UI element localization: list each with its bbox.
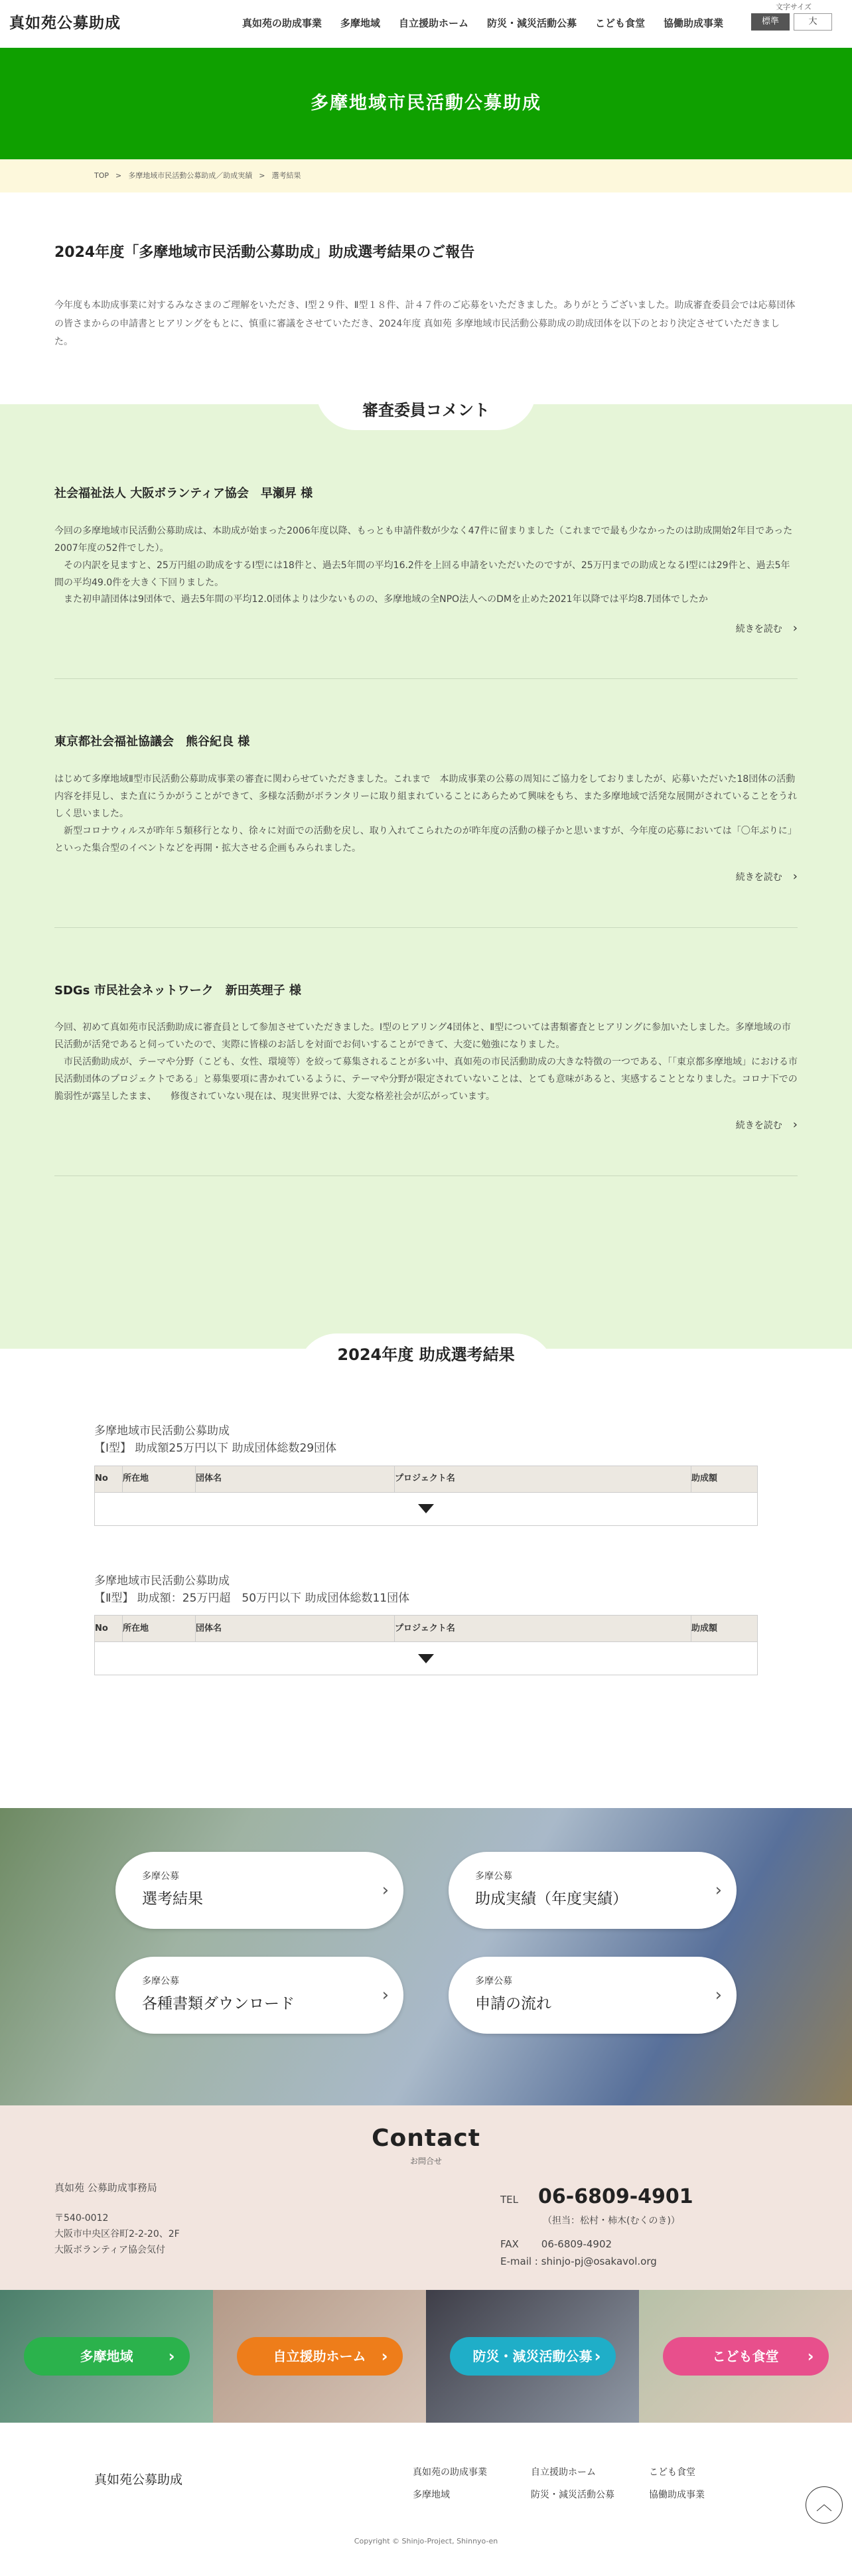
global-nav <box>242 15 723 33</box>
comment-text: はじめて多摩地域Ⅱ型市民活動公募助成事業の審査に関わらせていただきました。これまで 本助成事業の公募の周知にご協力をしておりましたが、応募いただいた18団体の活動内容を拝見し、また直にうかがうことができて、多様な活動がボランタリーに取り組まれていることにあらためて興味をもち、また多摩地域で活発な展開がされていることをうれしく思いました。 新型コロナウィルスが昨年５類移行となり、徐々に対面での活動を戻し、取り入れてこられたのが昨年度の活動の様子かと思いますが、今年度の応募においては「〇年ぶりに」といった集合型のイベントなどを再開・拡大させる企画もみられました。 <box>54 774 798 854</box>
contact-address2: 大阪ボランティア協会気付 <box>54 2245 165 2256</box>
card-category: 多摩公募 <box>475 1976 512 1987</box>
report-body: 今年度も本助成事業に対するみなさまのご理解をいただき、Ⅰ型２９件、Ⅱ型１８件、計４７件のご応募をいただきました。ありがとうございました。助成審査委員会では応募団体の皆さまからの申請書とヒアリングをもとに、慎重に審議をさせていただき、2024年度 真如苑 多摩地域市民活動公募助成の助成団体を以下のとおり決定させていただきました。 <box>54 300 796 347</box>
chevron-up-icon: ︿ <box>816 2495 832 2514</box>
page-title: 多摩地域市民活動公募助成 <box>311 93 541 114</box>
col-location: 所在地 <box>123 1616 196 1642</box>
contact-address1: 大阪市中央区谷町2-2-20、2F <box>54 2229 180 2240</box>
comment-author: 社会福祉法人 大阪ボランティア協会 早瀬昇 様 <box>54 487 313 501</box>
card-category: 多摩公募 <box>142 1871 179 1882</box>
comment-item <box>54 981 798 1176</box>
footer-link[interactable]: 協働助成事業 <box>649 2490 705 2501</box>
contact-postal: 〒540-0012 <box>54 2213 109 2224</box>
breadcrumb-sep: > <box>115 171 122 180</box>
table-caption-line2: 【Ⅰ型】 助成額25万円以下 助成団体総数29団体 <box>94 1442 337 1456</box>
nav-item-josei[interactable]: 真如苑の助成事業 <box>242 17 322 30</box>
report-section <box>0 192 852 351</box>
link-card-flow[interactable] <box>449 1957 737 2034</box>
nav-item-bousai[interactable]: 防災・減災活動公募 <box>486 17 577 30</box>
col-no: No <box>95 1616 123 1642</box>
comment-author: 東京都社会福祉協議会 熊谷紀良 様 <box>54 735 250 749</box>
col-project: プロジェクト名 <box>395 1616 691 1642</box>
results-table-type2 <box>94 1572 758 1676</box>
area-banner-tama <box>0 2290 213 2423</box>
contact-section <box>0 2105 852 2290</box>
area-button-kodomo[interactable]: こども食堂 › <box>663 2337 829 2376</box>
nav-item-tama[interactable]: 多摩地域 <box>340 17 380 30</box>
results-table-type1 <box>94 1422 758 1526</box>
font-size-label: 文字サイズ <box>775 3 812 11</box>
contact-title: Contact <box>372 2125 480 2153</box>
table-caption-line1: 多摩地域市民活動公募助成 <box>94 1574 230 1588</box>
nav-item-kyodo[interactable]: 協働助成事業 <box>663 17 723 30</box>
nav-item-jiritsu[interactable]: 自立援助ホーム <box>398 17 468 30</box>
copyright: Copyright © Shinjo-Project, Shinnyo-en <box>354 2536 498 2545</box>
breadcrumb-top[interactable]: TOP <box>94 171 109 180</box>
tama-links-panel <box>0 1808 852 2105</box>
email-label: E-mail : <box>500 2255 538 2267</box>
breadcrumb-sep: > <box>259 171 265 180</box>
font-size-standard-button[interactable]: 標準 <box>751 13 790 31</box>
card-title: 選考結果 <box>142 1890 203 1908</box>
col-location: 所在地 <box>123 1466 196 1492</box>
comment-item <box>54 484 798 679</box>
card-category: 多摩公募 <box>142 1976 179 1987</box>
footer-link[interactable]: こども食堂 <box>649 2467 695 2478</box>
fax-number: 06-6809-4902 <box>541 2238 612 2251</box>
report-title: 2024年度「多摩地域市民活動公募助成」助成選考結果のご報告 <box>54 244 475 261</box>
col-amount: 助成額 <box>691 1466 758 1492</box>
card-title: 申請の流れ <box>475 1995 551 2013</box>
breadcrumb-current: 選考結果 <box>271 171 301 180</box>
card-title: 助成実績（年度実績） <box>475 1890 628 1908</box>
contact-subtitle: お問合せ <box>409 2157 442 2166</box>
page-hero <box>0 48 852 159</box>
comment-text: 今回の多摩地域市民活動公募助成は、本助成が始まった2006年度以降、もっとも申請件数が少なく47件に留まりました（これまでで最も少なかったのは助成開始2年目であった2007年度の52件でした）。 その内訳を見ますと、25万円組の助成をするⅠ型には18件と、過去5年間の平均16.2件を上回る申請をいただいたのですが、25万円までの助成となるⅠ型には29件と、過去5年間の平均49.0件を大きく下回りました。 また初申請団体は9団体で、過去5年間の平均12.0団体よりは少ないものの、多摩地域の全NPO法人へのDMを止めた2021年以降では平均8.7団体でしたか <box>54 525 793 605</box>
area-button-bousai[interactable]: 防災・減災活動公募 › <box>450 2337 616 2376</box>
col-amount: 助成額 <box>691 1616 758 1642</box>
footer-links <box>413 2465 767 2504</box>
expand-triangle-icon <box>418 1654 434 1663</box>
comment-item <box>54 732 798 927</box>
area-button-jiritsu[interactable]: 自立援助ホーム › <box>237 2337 403 2376</box>
footer-link[interactable]: 自立援助ホーム <box>531 2467 596 2478</box>
card-category: 多摩公募 <box>475 1871 512 1882</box>
fax-label: FAX <box>500 2238 519 2251</box>
review-title: 審査委員コメント <box>316 390 536 430</box>
contact-org: 真如苑 公募助成事務局 <box>54 2182 157 2194</box>
area-button-tama[interactable]: 多摩地域 › <box>24 2337 190 2376</box>
area-banner-bousai <box>426 2290 639 2423</box>
footer-link[interactable]: 多摩地域 <box>413 2490 450 2501</box>
footer-link[interactable]: 真如苑の助成事業 <box>413 2467 487 2478</box>
results-title: 2024年度 助成選考結果 <box>297 1333 554 1376</box>
link-card-achievements[interactable] <box>449 1852 737 1929</box>
comment-text: 今回、初めて真如苑市民活動助成に審査員として参加させていただきました。Ⅰ型のヒアリング4団体と、Ⅱ型については書類審査とヒアリングに参加いたしました。多摩地域の市民活動が活発であると伺っていたので、実際に皆様のお話しを対面でお伺いすることができて、大変に勉強になりました。 市民活動助成が、テーマや分野（こども、女性、環境等）を絞って募集されることが多い中、真如苑の市民活動助成の大きな特徴の一つである、「「東京都多摩地域」における市民活動団体のプロジェクトである」と募集要項に書かれているように、テーマや分野が限定されていないことは、とても意味があると、実感することとなりました。コロナ下での脆弱性が露呈したまま、 修復されていない現在は、現実世界では、大変な格差社会が広がっています。 <box>54 1022 798 1102</box>
col-project: プロジェクト名 <box>395 1466 691 1492</box>
table-caption-line1: 多摩地域市民活動公募助成 <box>94 1424 230 1438</box>
nav-item-kodomo[interactable]: こども食堂 <box>595 17 645 30</box>
read-more-link[interactable]: 続きを読む › <box>54 867 798 887</box>
site-logo[interactable]: 真如苑公募助成 <box>9 15 121 33</box>
back-to-top-button[interactable] <box>806 2486 843 2524</box>
expand-toggle[interactable] <box>95 1492 758 1525</box>
expand-triangle-icon <box>418 1504 434 1513</box>
footer-logo[interactable]: 真如苑公募助成 <box>94 2472 183 2488</box>
results-section <box>0 1345 852 1675</box>
read-more-link[interactable]: 続きを読む › <box>54 619 798 639</box>
tel-note: （担当：松村・柿木(むくのき)） <box>543 2216 680 2227</box>
link-card-downloads[interactable] <box>115 1957 403 2034</box>
area-banners <box>0 2290 852 2423</box>
area-banner-jiritsu <box>213 2290 426 2423</box>
font-size-switcher <box>751 3 836 31</box>
col-group: 団体名 <box>196 1466 395 1492</box>
footer-link[interactable]: 防災・減災活動公募 <box>531 2490 614 2501</box>
comment-author: SDGs 市民社会ネットワーク 新田英理子 様 <box>54 983 301 998</box>
col-group: 団体名 <box>196 1616 395 1642</box>
email-address[interactable]: shinjo-pj@osakavol.org <box>541 2255 657 2267</box>
results-table <box>94 1615 758 1675</box>
review-comments-section <box>0 401 852 1349</box>
results-table <box>94 1466 758 1526</box>
site-footer <box>0 2423 852 2557</box>
read-more-link[interactable]: 続きを読む › <box>54 1115 798 1136</box>
breadcrumb <box>0 159 852 192</box>
breadcrumb-results[interactable]: 多摩地域市民活動公募助成／助成実績 <box>128 171 253 180</box>
expand-toggle[interactable] <box>95 1642 758 1675</box>
col-no: No <box>95 1466 123 1492</box>
tel-label: TEL <box>500 2194 518 2206</box>
area-banner-kodomo <box>639 2290 852 2423</box>
tel-number[interactable]: 06-6809-4901 <box>538 2185 693 2209</box>
table-caption-line2: 【Ⅱ型】 助成額：25万円超 50万円以下 助成団体総数11団体 <box>94 1591 410 1605</box>
font-size-large-button[interactable]: 大 <box>794 13 832 31</box>
link-card-results[interactable] <box>115 1852 403 1929</box>
card-title: 各種書類ダウンロード <box>142 1995 295 2013</box>
site-header <box>0 0 852 48</box>
